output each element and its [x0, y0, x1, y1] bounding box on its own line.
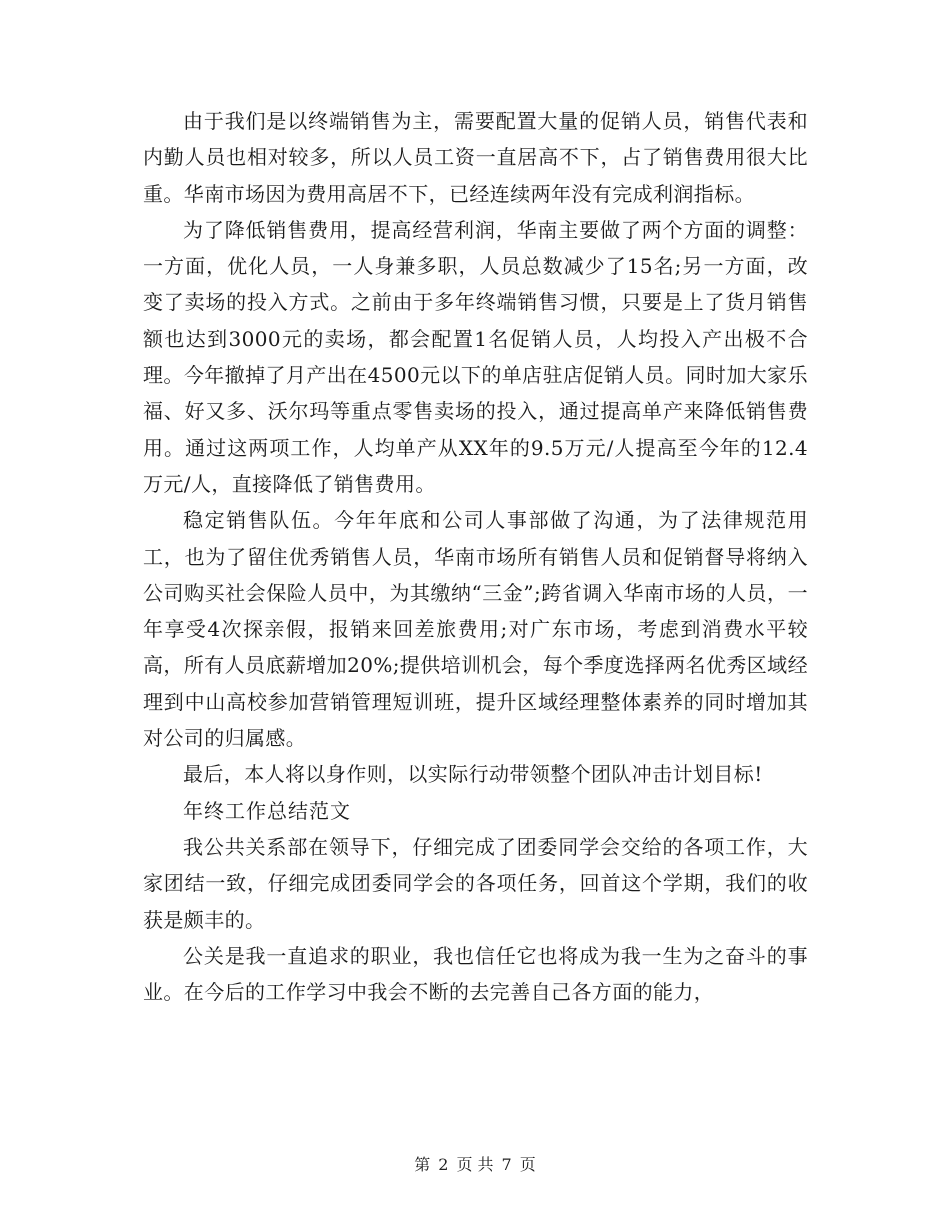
footer-middle: 页 共 [456, 1155, 494, 1174]
footer-prefix: 第 [414, 1155, 431, 1174]
paragraph-pr-career: 公关是我一直追求的职业，我也信任它也将成为我一生为之奋斗的事业。在今后的工作学习中我会不断的去完善自己各方面的能力， [143, 943, 808, 1005]
paragraph-pr-department: 我公共关系部在领导下，仔细完成了团委同学会交给的各项工作，大家团结一致，仔细完成团委同学会的各项任务，回首这个学期，我们的收获是颇丰的。 [143, 834, 808, 932]
document-body [143, 103, 808, 1010]
footer-suffix: 页 [519, 1155, 536, 1174]
page-footer [0, 1152, 950, 1175]
paragraph-team-stability: 稳定销售队伍。今年年底和公司人事部做了沟通，为了法律规范用工，也为了留住优秀销售人员，华南市场所有销售人员和促销督导将纳入公司购买社会保险人员中，为其缴纳“三金”;跨省调入华南市场的人员，一年享受4次探亲假，报销来回差旅费用;对广东市场，考虑到消费水平较高，所有人员底薪增加20%;提供培训机会，每个季度选择两名优秀区域经理到中山高校参加营销管理短训班，提升区域经理整体素养的同时增加其对公司的归属感。 [143, 508, 808, 751]
footer-total-pages: 7 [501, 1155, 512, 1174]
section-title: 年终工作总结范文 [183, 798, 351, 823]
footer-current-page: 2 [438, 1155, 449, 1174]
paragraph-closing: 最后，本人将以身作则，以实际行动带领整个团队冲击计划目标! [183, 762, 763, 787]
paragraph-sales-cost-problem: 由于我们是以终端销售为主，需要配置大量的促销人员，销售代表和内勤人员也相对较多，所以人员工资一直居高不下，占了销售费用很大比重。华南市场因为费用高居不下，已经连续两年没有完成利润指标。 [143, 109, 808, 206]
paragraph-cost-reduction: 为了降低销售费用，提高经营利润，华南主要做了两个方面的调整：一方面，优化人员，一人身兼多职，人员总数减少了15名;另一方面，改变了卖场的投入方式。之前由于多年终端销售习惯，只要是上了货月销售额也达到3000元的卖场，都会配置1名促销人员，人均投入产出极不合理。今年撤掉了月产出在4500元以下的单店驻店促销人员。同时加大家乐福、好又多、沃尔玛等重点零售卖场的投入，通过提高单产来降低销售费用。通过这两项工作，人均单产从XX年的9.5万元/人提高至今年的12.4万元/人，直接降低了销售费用。 [143, 217, 808, 496]
